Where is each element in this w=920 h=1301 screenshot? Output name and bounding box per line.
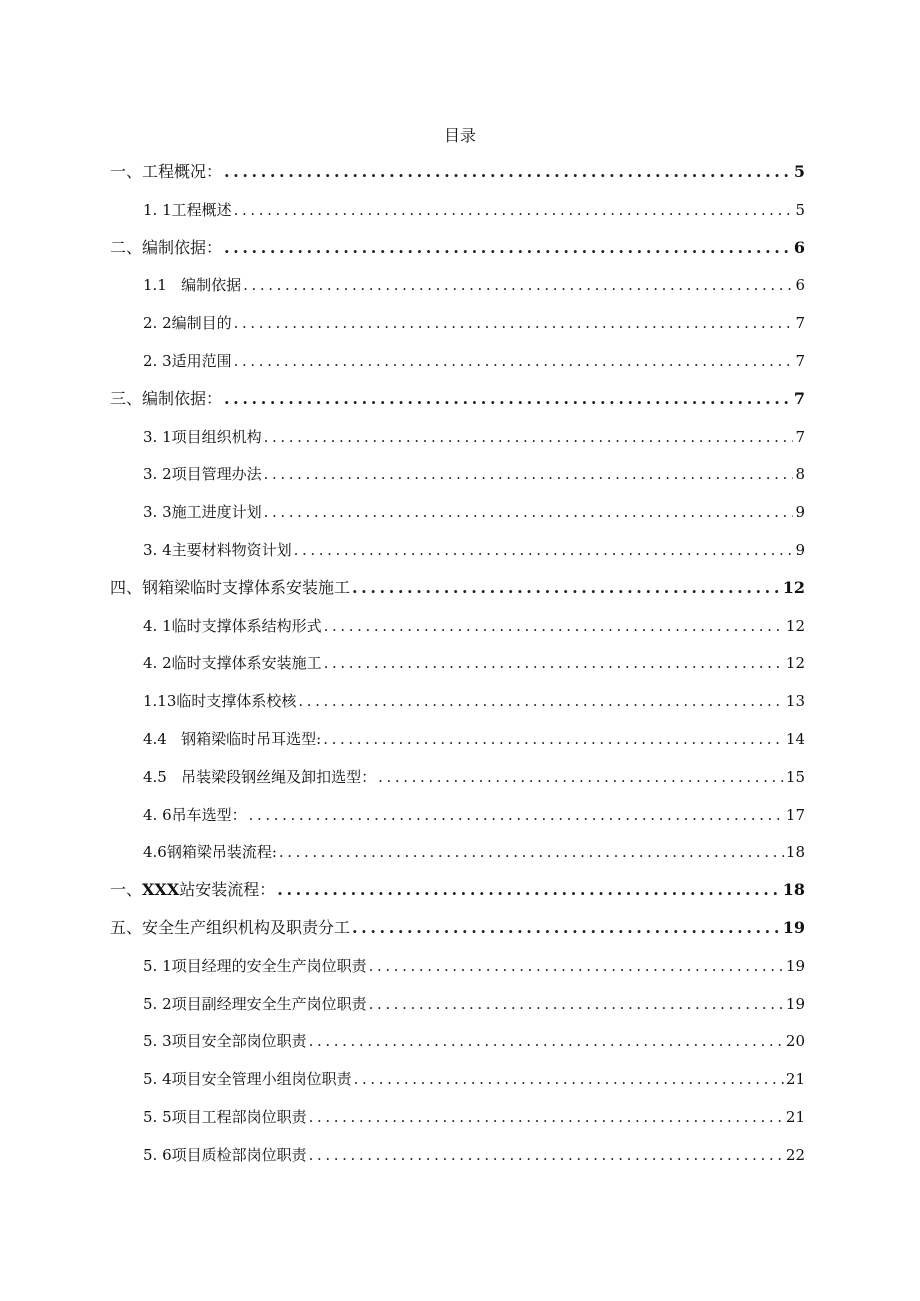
toc-entry-label: 一、XXX站安装流程： xyxy=(110,880,276,900)
toc-section-entry[interactable] xyxy=(143,270,805,300)
toc-chapter-entry[interactable] xyxy=(110,875,805,905)
toc-section-entry[interactable] xyxy=(143,648,805,678)
toc-dot-leader xyxy=(309,1102,784,1132)
toc-entry-label: 5. 4项目安全管理小组岗位职责 xyxy=(143,1070,352,1089)
toc-entry-label: 5. 1项目经理的安全生产岗位职责 xyxy=(143,956,367,975)
toc-entry-label: 2. 2编制目的 xyxy=(143,314,232,333)
toc-section-entry[interactable] xyxy=(143,308,805,338)
toc-section-entry[interactable] xyxy=(143,724,805,754)
toc-page-number: 12 xyxy=(785,654,805,673)
toc-entry-label: 四、钢箱梁临时支撑体系安装施工 xyxy=(110,577,351,597)
toc-section-entry[interactable] xyxy=(143,535,805,565)
toc-section-entry[interactable] xyxy=(143,422,805,452)
toc-page-number: 17 xyxy=(785,805,805,824)
toc-section-entry[interactable] xyxy=(143,346,805,376)
toc-dot-leader xyxy=(279,837,784,867)
toc-page-number: 5 xyxy=(795,200,805,219)
toc-section-entry[interactable] xyxy=(143,762,805,792)
toc-page-number: 9 xyxy=(795,503,805,522)
toc-dot-leader xyxy=(352,573,781,603)
toc-section-entry[interactable] xyxy=(143,989,805,1019)
toc-page-number: 9 xyxy=(795,541,805,559)
toc-dot-leader xyxy=(224,157,792,187)
toc-dot-leader xyxy=(298,686,784,716)
toc-page-number: 7 xyxy=(793,388,805,408)
toc-page-number: 8 xyxy=(795,465,805,484)
toc-page-number: 7 xyxy=(795,314,805,333)
toc-section-entry[interactable] xyxy=(143,1140,805,1170)
toc-entry-label: 4. 2临时支撑体系安装施工 xyxy=(143,654,322,673)
toc-page-number: 22 xyxy=(785,1145,805,1164)
toc-section-entry[interactable] xyxy=(143,1064,805,1094)
toc-title: 目录 xyxy=(443,126,476,145)
toc-entry-label: 3. 4主要材料物资计划 xyxy=(143,541,292,559)
toc-dot-leader xyxy=(354,1064,784,1094)
toc-dot-leader xyxy=(323,724,784,754)
toc-chapter-entry[interactable] xyxy=(110,233,805,263)
toc-dot-leader xyxy=(234,308,793,338)
toc-dot-leader xyxy=(277,875,780,905)
toc-chapter-entry[interactable] xyxy=(110,913,805,943)
toc-section-entry[interactable] xyxy=(143,837,805,867)
toc-dot-leader xyxy=(264,422,793,452)
toc-entry-label: 4.6钢箱梁吊装流程: xyxy=(143,843,277,862)
toc-page-number: 19 xyxy=(785,956,805,975)
toc-chapter-entry[interactable] xyxy=(110,157,805,187)
toc-dot-leader xyxy=(352,913,781,943)
toc-chapter-entry[interactable] xyxy=(110,384,805,414)
toc-page-number: 13 xyxy=(785,692,805,711)
toc-entry-label: 5. 6项目质检部岗位职责 xyxy=(143,1145,307,1164)
toc-dot-leader xyxy=(224,384,792,414)
toc-dot-leader xyxy=(309,1140,784,1170)
toc-entry-label: 5. 3项目安全部岗位职责 xyxy=(143,1032,307,1051)
toc-page-number: 14 xyxy=(785,730,805,748)
toc-page-number: 12 xyxy=(785,616,805,635)
toc-dot-leader xyxy=(249,800,784,830)
toc-dot-leader xyxy=(234,346,793,376)
toc-page-number: 6 xyxy=(793,237,805,257)
toc-page-number: 21 xyxy=(785,1070,805,1089)
toc-entry-label: 4. 6吊车选型： xyxy=(143,805,247,824)
toc-entry-label: 二、编制依据： xyxy=(110,237,223,257)
toc-entry-label: 3. 3施工进度计划 xyxy=(143,503,262,522)
toc-dot-leader xyxy=(378,762,784,792)
toc-dot-leader xyxy=(324,648,784,678)
toc-section-entry[interactable] xyxy=(143,686,805,716)
toc-section-entry[interactable] xyxy=(143,459,805,489)
toc-section-entry[interactable] xyxy=(143,1026,805,1056)
toc-entry-label: 3. 2项目管理办法 xyxy=(143,465,262,484)
toc-entry-label: 三、编制依据： xyxy=(110,388,223,408)
toc-entry-label: 一、工程概况： xyxy=(110,162,223,181)
toc-entry-label: 1. 1工程概述 xyxy=(143,200,232,219)
toc-page-number: 20 xyxy=(785,1032,805,1051)
toc-chapter-entry[interactable] xyxy=(110,573,805,603)
toc-section-entry[interactable] xyxy=(143,800,805,830)
toc-section-entry[interactable] xyxy=(143,611,805,641)
toc-entry-label: 4. 1临时支撑体系结构形式 xyxy=(143,616,322,635)
toc-dot-leader xyxy=(369,989,784,1019)
toc-entry-label: 五、安全生产组织机构及职责分工 xyxy=(110,918,351,937)
toc-dot-leader xyxy=(264,459,793,489)
toc-page-number: 12 xyxy=(782,577,805,597)
toc-page-number: 7 xyxy=(795,352,805,370)
toc-entry-label: 4.4 钢箱梁临时吊耳选型: xyxy=(143,730,322,748)
toc-section-entry[interactable] xyxy=(143,195,805,225)
toc-page-number: 7 xyxy=(795,427,805,446)
toc-entry-label: 5. 5项目工程部岗位职责 xyxy=(143,1108,307,1126)
toc-page-number: 15 xyxy=(785,767,805,786)
toc-entry-label: 3. 1项目组织机构 xyxy=(143,427,262,446)
toc-entry-label: 1.1 编制依据 xyxy=(143,276,242,295)
toc-entry-label: 5. 2项目副经理安全生产岗位职责 xyxy=(143,994,367,1013)
toc-entry-label: 2. 3适用范围 xyxy=(143,352,232,370)
toc-dot-leader xyxy=(294,535,793,565)
toc-entry-label: 4.5 吊装梁段钢丝绳及卸扣选型： xyxy=(143,767,377,786)
toc-page-number: 21 xyxy=(785,1108,805,1126)
toc-dot-leader xyxy=(264,497,793,527)
toc-page-number: 18 xyxy=(782,880,805,900)
toc-page-number: 18 xyxy=(785,843,805,862)
toc-page-number: 5 xyxy=(793,162,805,181)
toc-entry-label: 1.13临时支撑体系校核 xyxy=(143,692,297,711)
toc-section-entry[interactable] xyxy=(143,497,805,527)
toc-dot-leader xyxy=(324,611,784,641)
toc-dot-leader xyxy=(224,233,792,263)
toc-page-number: 19 xyxy=(782,918,805,937)
toc-dot-leader xyxy=(243,270,793,300)
toc-page-number: 19 xyxy=(785,994,805,1013)
toc-section-entry[interactable] xyxy=(143,1102,805,1132)
toc-dot-leader xyxy=(234,195,793,225)
toc-page-number: 6 xyxy=(795,276,805,295)
toc-dot-leader xyxy=(309,1026,784,1056)
toc-dot-leader xyxy=(369,951,784,981)
toc-section-entry[interactable] xyxy=(143,951,805,981)
